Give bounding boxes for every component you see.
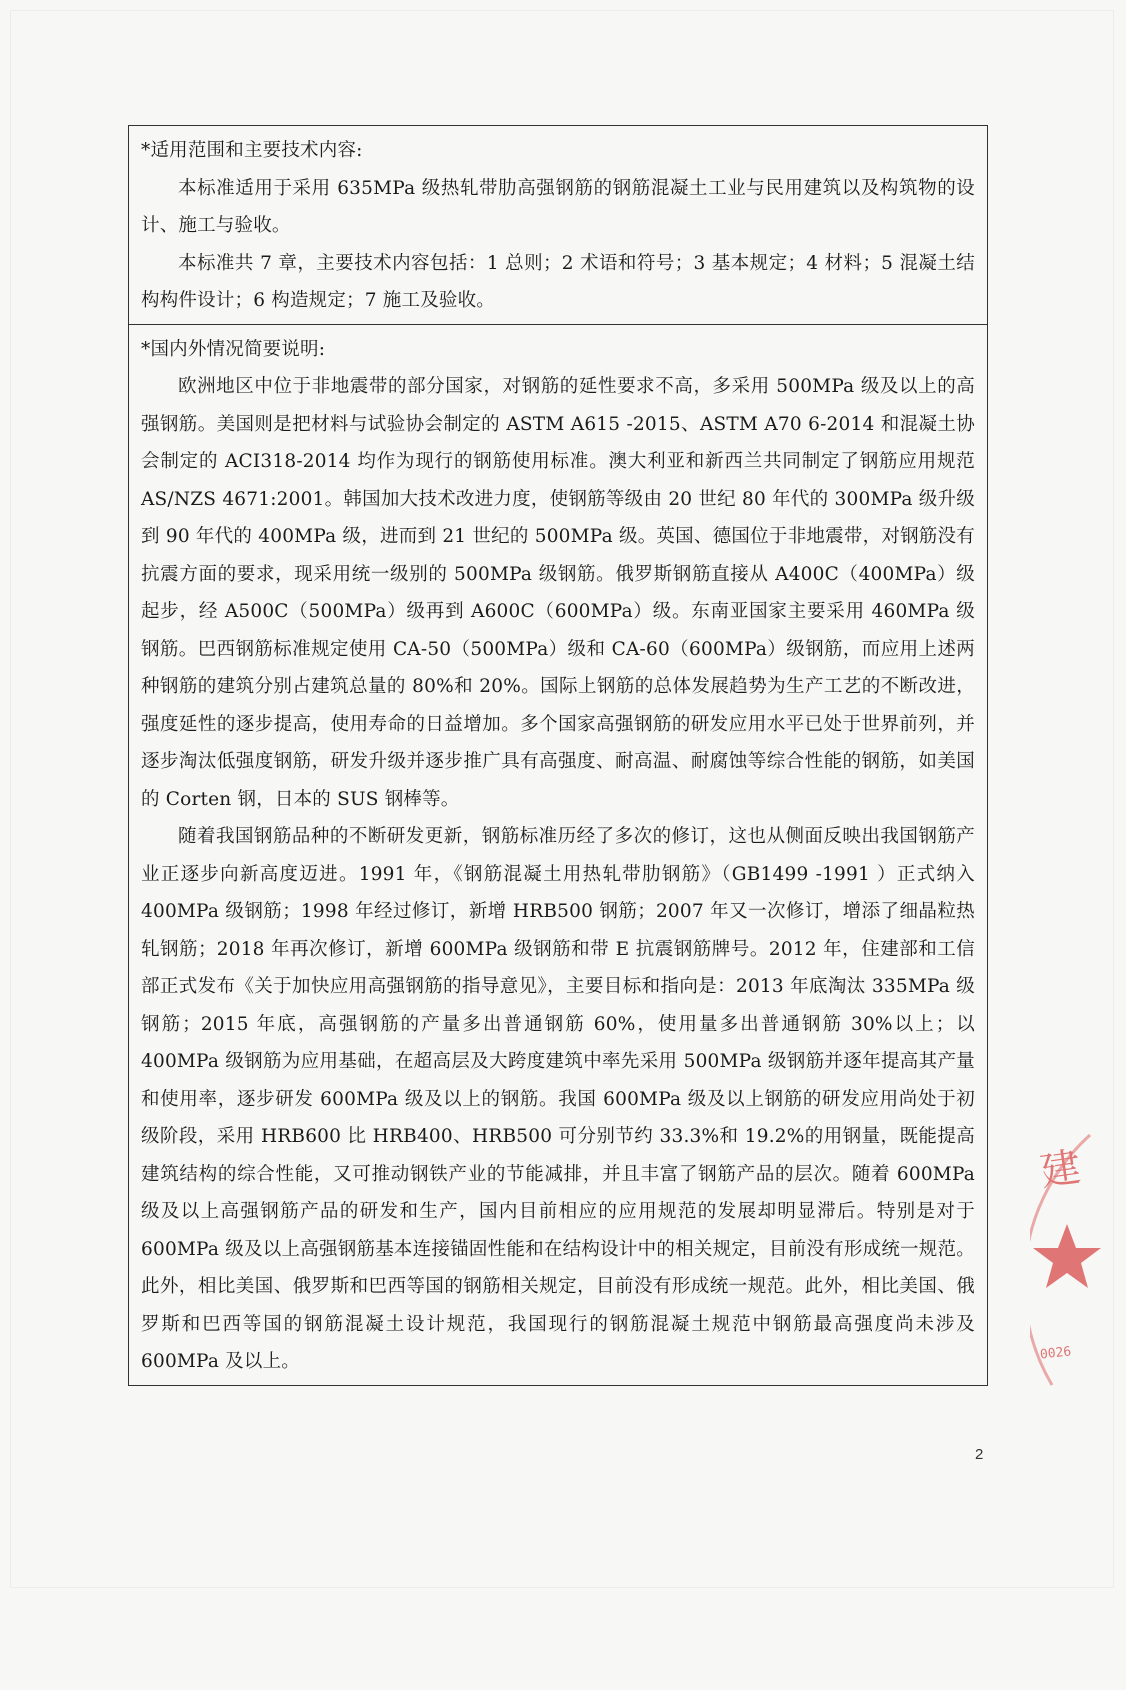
scope-section [129,126,987,324]
background-paragraph-2: 随着我国钢筋品种的不断研发更新，钢筋标准历经了多次的修订，这也从侧面反映出我国钢筋产业正逐步向新高度迈进。1991 年，《钢筋混凝土用热轧带肋钢筋》（GB1499 -1991 ）正式纳入 400MPa 级钢筋；1998 年经过修订，新增 HRB500 钢筋；2007 年又一次修订，增添了细晶粒热轧钢筋；2018 年再次修订，新增 600MPa 级钢筋和带 E 抗震钢筋牌号。2012 年，住建部和工信部正式发布《关于加快应用高强钢筋的指导意见》，主要目标和指向是：2013 年底淘汰 335MPa 级钢筋；2015 年底，高强钢筋的产量多出普通钢筋 60%，使用量多出普通钢筋 30%以上；以 400MPa 级钢筋为应用基础，在超高层及大跨度建筑中率先采用 500MPa 级钢筋并逐年提高其产量和使用率，逐步研发 600MPa 级及以上的钢筋。我国 600MPa 级及以上钢筋的研发应用尚处于初级阶段，采用 HRB600 比 HRB400、HRB500 可分别节约 33.3%和 19.2%的用钢量，既能提高建筑结构的综合性能，又可推动钢铁产业的节能减排，并且丰富了钢筋产品的层次。随着 600MPa 级及以上高强钢筋产品的研发和生产，国内目前相应的应用规范的发展却明显滞后。特别是对于 600MPa 级及以上高强钢筋基本连接锚固性能和在结构设计中的相关规定，目前没有形成统一规范。此外，相比美国、俄罗斯和巴西等国的钢筋相关规定，目前没有形成统一规范。此外，相比美国、俄罗斯和巴西等国的钢筋混凝土设计规范，我国现行的钢筋混凝土规范中钢筋最高强度尚未涉及 600MPa 及以上。 [141,826,975,1372]
star-icon [1032,1222,1102,1292]
seal-code: 0026 [1039,1344,1073,1363]
seal-character: 建 [1037,1144,1084,1196]
background-heading: *国内外情况简要说明: [141,338,326,360]
page-number: 2 [975,1446,984,1463]
background-paragraph-1: 欧洲地区中位于非地震带的部分国家，对钢筋的延性要求不高，多采用 500MPa 级及以上的高强钢筋。美国则是把材料与试验协会制定的 ASTM A615 -2015、ASTM A70 6-2014 和混凝土协会制定的 ACI318-2014 均作为现行的钢筋使用标准。澳大利亚和新西兰共同制定了钢筋应用规范 AS/NZS 4671:2001。韩国加大技术改进力度，使钢筋等级由 20 世纪 80 年代的 300MPa 级升级到 90 年代的 400MPa 级，进而到 21 世纪的 500MPa 级。英国、德国位于非地震带，对钢筋没有抗震方面的要求，现采用统一级别的 500MPa 级钢筋。俄罗斯钢筋直接从 A400C（400MPa）级起步，经 A500C（500MPa）级再到 A600C（600MPa）级。东南亚国家主要采用 460MPa 级钢筋。巴西钢筋标准规定使用 CA-50（500MPa）级和 CA-60（600MPa）级钢筋，而应用上述两种钢筋的建筑分别占建筑总量的 80%和 20%。国际上钢筋的总体发展趋势为生产工艺的不断改进，强度延性的逐步提高，使用寿命的日益增加。多个国家高强钢筋的研发应用水平已处于世界前列，并逐步淘汰低强度钢筋，研发升级并逐步推广具有高强度、耐高温、耐腐蚀等综合性能的钢筋，如美国的 Corten 钢，日本的 SUS 钢棒等。 [141,376,975,810]
scope-paragraph-2: 本标准共 7 章，主要技术内容包括：1 总则；2 术语和符号；3 基本规定；4 材料；5 混凝土结构构件设计；6 构造规定；7 施工及验收。 [141,252,975,311]
info-table [128,125,988,1386]
background-section [129,324,987,1385]
official-seal [1030,1130,1126,1690]
scope-heading: *适用范围和主要技术内容: [141,140,363,161]
scope-paragraph-1: 本标准适用于采用 635MPa 级热轧带肋高强钢筋的钢筋混凝土工业与民用建筑以及构筑物的设计、施工与验收。 [141,177,975,236]
